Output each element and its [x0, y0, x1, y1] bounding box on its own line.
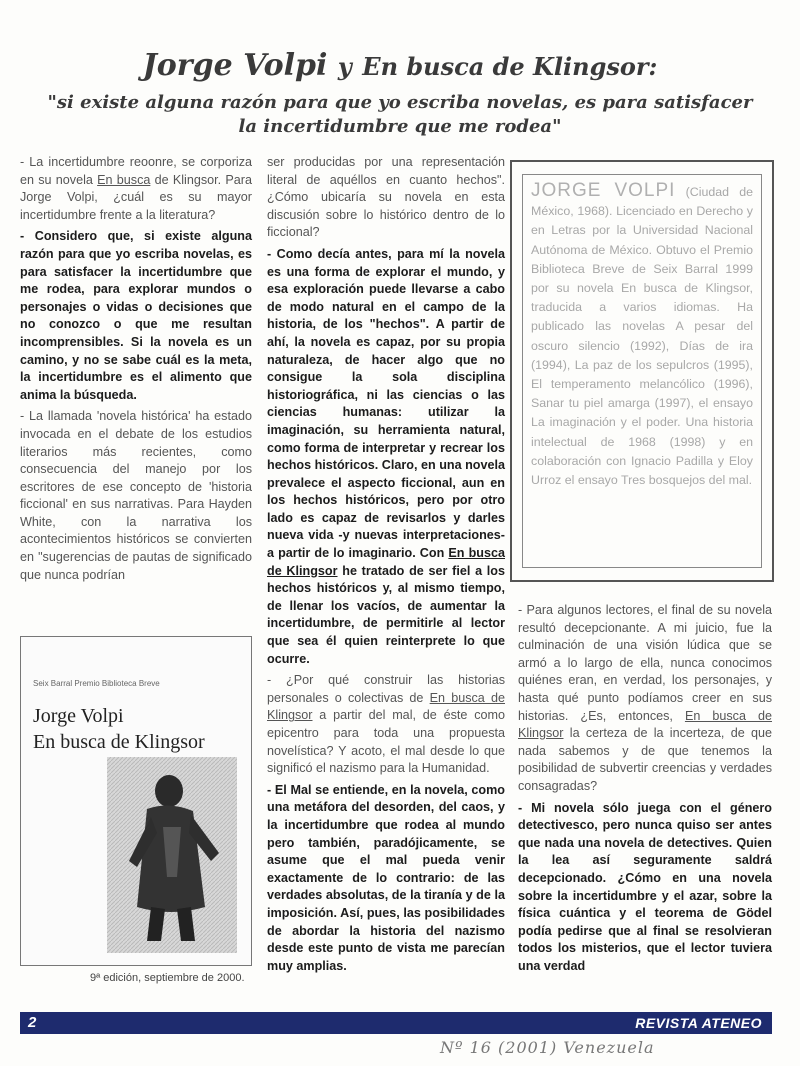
question-1: - La incertidumbre reoonre, se corporiza en su novela En busca de Klingsor. Para Jorge Volpi, ¿cuál es su mayor incertidumbre frente a la literatura? [20, 155, 252, 222]
answer-2: - Como decía antes, para mí la novela es una forma de explorar el mundo, y esa exploración puede llevarse a cabo de modo natural en el campo de la historia, de los "hechos". A partir de ahí, la novela es capaz, por su propia naturaleza, de hacer algo que no consigue la sola disciplina historiográfica, ni las ciencias o las ciencias humanas: utilizar la imaginación, su herramienta natural, como forma de interpretar y recrear los hechos históricos. Claro, en una novela prevalece el aspecto ficcional, aun en los hechos históricos, pero por otro lado es capaz de revisarlos y darles nueva vida -y nuevas interpretaciones- a partir de lo imaginario. Con En busca de Klingsor he tratado de ser fiel a los hechos históricos y, al mismo tiempo, de llenar los vacíos, de aumentar la incertidumbre, de permitirle al lector que sea él quien reinterprete lo que ocurre. [267, 246, 506, 666]
book-title: En busca de Klingsor [33, 731, 205, 753]
book-reference: En busca [97, 172, 151, 187]
text-column-1 [20, 154, 252, 588]
handwritten-note: Nº 16 (2001) Venezuela [440, 1038, 655, 1057]
author-bio [522, 174, 762, 568]
question-4: - Para algunos lectores, el final de su novela resultó decepcionante. A mi juicio, fue la culminación de una visión lúdica que se armó a lo largo de ella, nunca conocimos quiénes eran, en verdad, los personajes, y hasta qué punto podíamos creer en sus historias. ¿Es, entonces, En busca de Klingsor la certeza de la incerteza, de que nada sabemos y de que tenemos la posibilidad de subvertir creencias y verdades consagradas? [518, 603, 772, 793]
book-cover-illustration [107, 757, 237, 953]
page-footer [20, 1012, 772, 1034]
book-reference: En busca de Klingsor [267, 546, 505, 578]
bio-text: (Ciudad de México, 1968). Licenciado en Derecho y en Letras por la Universidad Nacional Autónoma de México. Obtuvo el Premio Biblioteca Breve de Seix Barral 1999 por su novela En busca de Klingsor, traducida a varios idiomas. Ha publicado las novelas A pesar del oscuro silencio (1992), Días de ira (1994), La paz de los sepulcros (1995), El temperamento melancólico (1996), Sanar tu piel amarga (1997), el ensayo La imaginación y el poder. Una historia intelectual de 1968 (1998) y en colaboración con Ignacio Padilla y Eloy Urroz el ensayo Tres bosquejos del mal. [531, 185, 753, 488]
text-column-3 [518, 602, 772, 979]
article-title [40, 48, 760, 139]
magazine-name: REVISTA ATENEO [635, 1015, 762, 1031]
text-column-2 [267, 154, 505, 979]
page-number: 2 [28, 1014, 37, 1031]
question-3: - ¿Por qué construir las historias personales o colectivas de En busca de Klingsor a partir del mal, de éste como epicentro para toda una propuesta novelística? Y acoto, el mal desde lo que significó el nazismo para la Humanidad. [267, 673, 505, 776]
book-caption: 9ª edición, septiembre de 2000. [90, 972, 245, 984]
answer-4: - Mi novela sólo juega con el género detectivesco, pero nunca quiso ser antes que nada una novela de detectives. Quien la lea así seguramente saldrá decepcionado. ¿Cómo en una novela sobre la incertidumbre y el azar, sobre la física cuántica y el teorema de Gödel podía pedirse que al final se resolvieran todos los misterios, que el lector tuviera una verdad [518, 800, 772, 973]
book-reference: En busca de Klingsor [518, 708, 772, 741]
answer-1: - Considero que, si existe alguna razón para que yo escriba novelas, es para satisfacer la incertidumbre que me rodea, para explorar mundos o personajes o vidas o decisiones que no conozco o que me resultan incomprensibles. Si la novela es un camino, y no se sabe cuál es la meta, la incertidumbre es el alimento que anima la búsqueda. [20, 229, 252, 402]
book-reference: En busca de Klingsor [267, 690, 505, 723]
answer-3: - El Mal se entiende, en la novela, como una metáfora del desorden, del caos, y la incertidumbre que rodea al mundo pero también, paradójicamente, se asume que el mal pueda venir exactamente de lo contrario: de las verdades absolutas, de la tiranía y de la imposición. Así, pues, las posibilidades de abordar la historia del nazismo desde este punto de vista me parecían muy amplias. [267, 782, 505, 973]
title-name: Jorge Volpi [142, 48, 328, 83]
title-book: En busca de Klingsor: [362, 52, 658, 81]
book-author: Jorge Volpi [33, 705, 124, 727]
book-publisher: Seix Barral Premio Biblioteca Breve [33, 679, 160, 688]
question-2: - La llamada 'novela histórica' ha estado invocada en el debate de los estudios literarios más recientes, como consecuencia del manejo por los escritores de ese concepto de 'historia ficcional' en sus narrativas. Para Hayden White, con la narrativa los acontecimientos históricos se convierten en "sugerencias de pautas de significado que nunca podrían [20, 409, 252, 582]
author-bio-box [510, 160, 774, 582]
article-subtitle: "si existe alguna razón para que yo escriba novelas, es para satisfacer la incertidumbre que me rodea" [47, 92, 753, 137]
question-2-continued: ser producidas por una representación literal de aquéllos en cuanto hechos". ¿Cómo ubicaría su novela en esta discusión sobre lo histórico dentro de lo ficcional? [267, 155, 505, 240]
bio-name: JORGE VOLPI [531, 180, 676, 201]
title-connector: y [337, 52, 352, 81]
book-cover-image [20, 636, 252, 966]
